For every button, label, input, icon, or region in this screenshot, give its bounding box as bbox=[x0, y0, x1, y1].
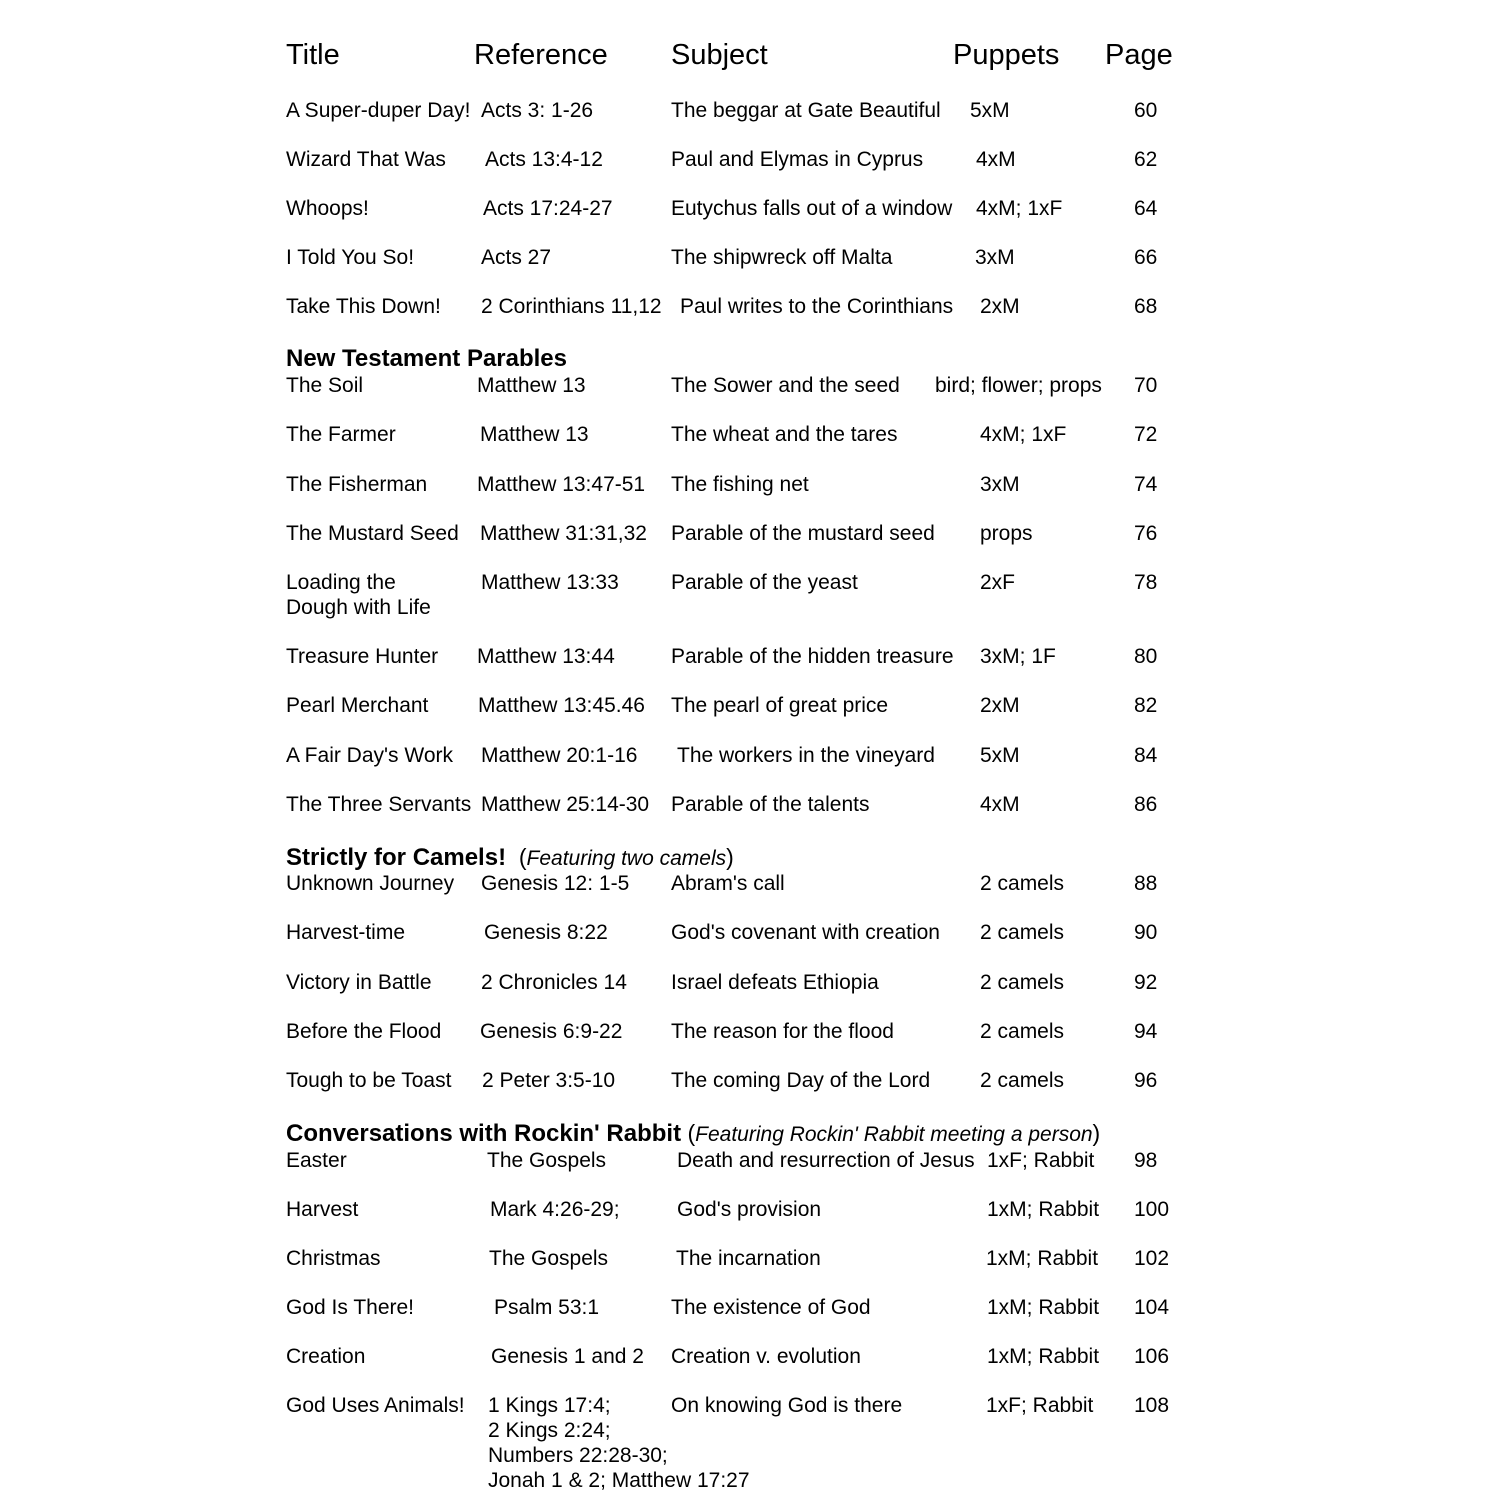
row-reference-continued: Numbers 22:28-30; bbox=[488, 1444, 668, 1467]
row-puppets: 2xM bbox=[980, 694, 1020, 717]
section-heading-parables: New Testament Parables bbox=[286, 345, 568, 372]
row-reference: 2 Chronicles 14 bbox=[481, 971, 627, 994]
row-title: A Fair Day's Work bbox=[286, 744, 453, 767]
row-subject: The beggar at Gate Beautiful bbox=[671, 99, 941, 122]
row-puppets: 4xM bbox=[980, 793, 1020, 816]
row-title: I Told You So! bbox=[286, 246, 415, 269]
row-reference: Matthew 13:33 bbox=[481, 571, 619, 594]
row-title: Harvest-time bbox=[286, 921, 406, 944]
row-title: The Three Servants bbox=[286, 793, 472, 816]
row-puppets: 2 camels bbox=[980, 921, 1065, 944]
row-reference: Matthew 31:31,32 bbox=[480, 522, 647, 545]
row-title: The Soil bbox=[286, 374, 364, 397]
row-puppets: 5xM bbox=[980, 744, 1020, 767]
row-subject: The coming Day of the Lord bbox=[671, 1069, 931, 1092]
row-puppets: 5xM bbox=[970, 99, 1010, 122]
row-title: Wizard That Was bbox=[286, 148, 446, 171]
row-puppets: 1xM; Rabbit bbox=[986, 1247, 1099, 1270]
row-puppets: 2 camels bbox=[980, 1020, 1065, 1043]
row-page: 72 bbox=[1134, 423, 1158, 446]
row-puppets: 4xM; 1xF bbox=[976, 197, 1063, 220]
row-title: God Uses Animals! bbox=[286, 1394, 465, 1417]
row-subject: On knowing God is there bbox=[671, 1394, 903, 1417]
row-subject: Paul writes to the Corinthians bbox=[680, 295, 954, 318]
row-puppets: 4xM bbox=[976, 148, 1016, 171]
row-puppets: 2xM bbox=[980, 295, 1020, 318]
row-puppets: 1xM; Rabbit bbox=[987, 1296, 1100, 1319]
row-puppets: 3xM; 1F bbox=[980, 645, 1056, 668]
row-reference: Matthew 13 bbox=[477, 374, 586, 397]
row-reference: Matthew 13:47-51 bbox=[477, 473, 646, 496]
row-puppets: 3xM bbox=[980, 473, 1020, 496]
row-title: The Mustard Seed bbox=[286, 522, 459, 545]
row-puppets: props bbox=[980, 522, 1033, 545]
row-page: 100 bbox=[1134, 1198, 1170, 1221]
row-title: Whoops! bbox=[286, 197, 369, 220]
row-title: Easter bbox=[286, 1149, 347, 1172]
row-title: The Farmer bbox=[286, 423, 396, 446]
row-page: 70 bbox=[1134, 374, 1158, 397]
row-subject: The existence of God bbox=[671, 1296, 871, 1319]
row-puppets: 2xF bbox=[980, 571, 1016, 594]
section-heading-camels: Strictly for Camels! (Featuring two camels) bbox=[286, 844, 734, 871]
row-page: 104 bbox=[1134, 1296, 1170, 1319]
row-subject: Death and resurrection of Jesus bbox=[677, 1149, 975, 1172]
row-title: God Is There! bbox=[286, 1296, 415, 1319]
row-puppets: 4xM; 1xF bbox=[980, 423, 1067, 446]
row-title: Treasure Hunter bbox=[286, 645, 439, 668]
row-page: 74 bbox=[1134, 473, 1158, 496]
row-title: Tough to be Toast bbox=[286, 1069, 452, 1092]
row-subject: Abram's call bbox=[671, 872, 785, 895]
row-title: Victory in Battle bbox=[286, 971, 432, 994]
row-reference-continued: 2 Kings 2:24; bbox=[488, 1419, 611, 1442]
row-page: 64 bbox=[1134, 197, 1158, 220]
row-reference: 1 Kings 17:4; bbox=[488, 1394, 611, 1417]
row-reference: Genesis 1 and 2 bbox=[491, 1345, 644, 1368]
row-subject: The reason for the flood bbox=[671, 1020, 894, 1043]
row-subject: The incarnation bbox=[676, 1247, 821, 1270]
row-reference: 2 Peter 3:5-10 bbox=[482, 1069, 616, 1092]
row-reference: Genesis 12: 1-5 bbox=[481, 872, 630, 895]
row-reference: Acts 17:24-27 bbox=[483, 197, 613, 220]
row-subject: Paul and Elymas in Cyprus bbox=[671, 148, 924, 171]
header-reference: Reference bbox=[474, 39, 608, 71]
row-reference: Matthew 20:1-16 bbox=[481, 744, 638, 767]
row-page: 62 bbox=[1134, 148, 1158, 171]
row-title: Christmas bbox=[286, 1247, 381, 1270]
row-page: 88 bbox=[1134, 872, 1158, 895]
row-reference: Acts 13:4-12 bbox=[485, 148, 603, 171]
row-subject: The pearl of great price bbox=[671, 694, 889, 717]
row-puppets: 2 camels bbox=[980, 971, 1065, 994]
row-reference: Matthew 13:45.46 bbox=[478, 694, 645, 717]
row-subject: The workers in the vineyard bbox=[677, 744, 935, 767]
row-page: 78 bbox=[1134, 571, 1158, 594]
row-subject: Israel defeats Ethiopia bbox=[671, 971, 879, 994]
row-subject: God's covenant with creation bbox=[671, 921, 940, 944]
row-reference: Matthew 13 bbox=[480, 423, 589, 446]
row-page: 76 bbox=[1134, 522, 1158, 545]
row-puppets: 2 camels bbox=[980, 872, 1065, 895]
row-subject: Parable of the hidden treasure bbox=[671, 645, 954, 668]
row-reference: Psalm 53:1 bbox=[494, 1296, 600, 1319]
row-page: 82 bbox=[1134, 694, 1158, 717]
row-reference: Mark 4:26-29; bbox=[490, 1198, 620, 1221]
row-title: Loading the bbox=[286, 571, 396, 594]
header-puppets: Puppets bbox=[953, 39, 1060, 71]
header-subject: Subject bbox=[671, 39, 768, 71]
row-page: 108 bbox=[1134, 1394, 1170, 1417]
row-subject: God's provision bbox=[677, 1198, 822, 1221]
row-title: Take This Down! bbox=[286, 295, 441, 318]
row-title: The Fisherman bbox=[286, 473, 428, 496]
row-subject: Parable of the mustard seed bbox=[671, 522, 935, 545]
row-title: Creation bbox=[286, 1345, 366, 1368]
row-puppets: bird; flower; props bbox=[935, 374, 1102, 397]
row-page: 60 bbox=[1134, 99, 1158, 122]
row-puppets: 1xM; Rabbit bbox=[987, 1345, 1100, 1368]
row-reference: Matthew 13:44 bbox=[477, 645, 615, 668]
row-subject: The wheat and the tares bbox=[671, 423, 898, 446]
row-reference: Acts 3: 1-26 bbox=[481, 99, 594, 122]
row-reference: The Gospels bbox=[487, 1149, 607, 1172]
row-reference: Matthew 25:14-30 bbox=[481, 793, 650, 816]
row-title: A Super-duper Day! bbox=[286, 99, 471, 122]
row-reference: The Gospels bbox=[489, 1247, 609, 1270]
row-subject: The shipwreck off Malta bbox=[671, 246, 893, 269]
row-subject: Parable of the yeast bbox=[671, 571, 858, 594]
row-puppets: 1xF; Rabbit bbox=[987, 1149, 1095, 1172]
header-page: Page bbox=[1105, 39, 1173, 71]
row-page: 68 bbox=[1134, 295, 1158, 318]
header-title: Title bbox=[286, 39, 340, 71]
row-reference: Genesis 6:9-22 bbox=[480, 1020, 623, 1043]
row-subject: The Sower and the seed bbox=[671, 374, 900, 397]
row-title: Harvest bbox=[286, 1198, 359, 1221]
row-subject: The fishing net bbox=[671, 473, 809, 496]
row-page: 86 bbox=[1134, 793, 1158, 816]
row-title: Unknown Journey bbox=[286, 872, 455, 895]
row-page: 96 bbox=[1134, 1069, 1158, 1092]
row-page: 106 bbox=[1134, 1345, 1170, 1368]
row-title: Before the Flood bbox=[286, 1020, 442, 1043]
row-subject: Eutychus falls out of a window bbox=[671, 197, 953, 220]
row-puppets: 3xM bbox=[975, 246, 1015, 269]
row-puppets: 1xF; Rabbit bbox=[986, 1394, 1094, 1417]
row-page: 80 bbox=[1134, 645, 1158, 668]
row-page: 94 bbox=[1134, 1020, 1158, 1043]
row-title-continued: Dough with Life bbox=[286, 596, 431, 619]
row-reference: 2 Corinthians 11,12 bbox=[481, 295, 662, 318]
section-heading-rabbit: Conversations with Rockin' Rabbit (Featuring Rockin' Rabbit meeting a person) bbox=[286, 1120, 1101, 1147]
row-puppets: 1xM; Rabbit bbox=[987, 1198, 1100, 1221]
row-reference-continued: Jonah 1 & 2; Matthew 17:27 bbox=[488, 1469, 750, 1492]
row-title: Pearl Merchant bbox=[286, 694, 429, 717]
row-page: 98 bbox=[1134, 1149, 1158, 1172]
row-subject: Parable of the talents bbox=[671, 793, 870, 816]
row-page: 102 bbox=[1134, 1247, 1170, 1270]
row-page: 92 bbox=[1134, 971, 1158, 994]
row-reference: Genesis 8:22 bbox=[484, 921, 608, 944]
row-puppets: 2 camels bbox=[980, 1069, 1065, 1092]
row-page: 84 bbox=[1134, 744, 1158, 767]
row-reference: Acts 27 bbox=[481, 246, 552, 269]
row-page: 90 bbox=[1134, 921, 1158, 944]
row-subject: Creation v. evolution bbox=[671, 1345, 861, 1368]
row-page: 66 bbox=[1134, 246, 1158, 269]
